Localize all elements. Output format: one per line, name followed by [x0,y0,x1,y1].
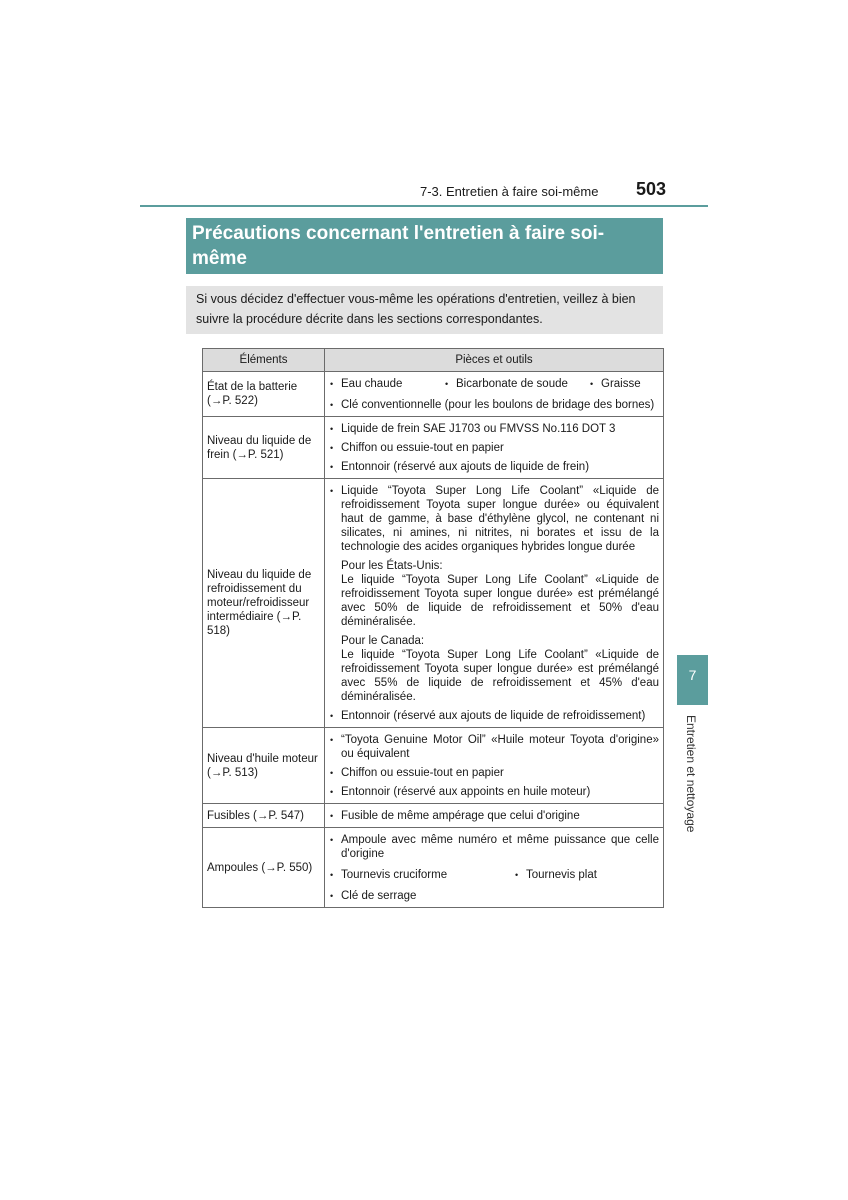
section-title [186,218,663,274]
list-item: • Clé conventionnelle (pour les boulons de bridage des bornes) [329,398,659,412]
section-title-line1: Précautions concernant l'entretien à faire soi- [192,223,605,244]
list-item: • Entonnoir (réservé aux appoints en huile moteur) [329,785,659,799]
sub-note-text: Le liquide “Toyota Super Long Life Coolant” «Liquide de refroidissement Toyota super longue durée» est prémélangé avec 55% de liquide de refroidissement et 45% d'eau déminéralisée. [341,649,659,703]
element-cell: Niveau d'huile moteur (→P. 513) [203,728,325,804]
sub-note-label: Pour les États-Unis: [341,560,443,572]
column-header-elements: Éléments [203,349,325,372]
table-row [203,828,664,908]
page-number: 503 [636,179,667,199]
section-title-line2: même [192,248,247,269]
parts-cell [325,728,664,804]
sub-note-text: Le liquide “Toyota Super Long Life Coolant” «Liquide de refroidissement Toyota super longue durée» est prémélangé avec 50% de liquide de refroidissement et 50% d'eau déminéralisée. [341,574,659,628]
maintenance-items-table [202,348,664,908]
table-header-row [203,349,664,372]
header-divider [140,205,708,207]
table-row [203,479,664,728]
element-cell: État de la batterie (→P. 522) [203,372,325,417]
parts-cell [325,372,664,417]
chapter-tab: 7 [677,655,708,705]
parts-cell [325,828,664,908]
list-item: • Graisse [589,377,641,395]
section-header: 7-3. Entretien à faire soi-même [420,184,599,199]
parts-cell [325,804,664,828]
list-item: • Tournevis plat [514,868,597,886]
table-row [203,417,664,479]
list-item: • Bicarbonate de soude [444,377,589,391]
sub-note-canada [329,634,659,704]
inline-items [329,375,659,396]
list-item: • Fusible de même ampérage que celui d'origine [329,809,659,823]
list-item: • Chiffon ou essuie-tout en papier [329,441,659,455]
list-item: • Tournevis cruciforme [329,868,514,882]
list-item: • Clé de serrage [329,889,659,903]
element-cell: Niveau du liquide de frein (→P. 521) [203,417,325,479]
element-cell: Ampoules (→P. 550) [203,828,325,908]
element-cell: Fusibles (→P. 547) [203,804,325,828]
list-item: • Entonnoir (réservé aux ajouts de liquide de frein) [329,460,659,474]
sub-note-us [329,559,659,629]
list-item: • Entonnoir (réservé aux ajouts de liquide de refroidissement) [329,709,659,723]
sub-note-label: Pour le Canada: [341,635,425,647]
inline-items [329,866,659,887]
list-item: • Liquide “Toyota Super Long Life Coolant” «Liquide de refroidissement Toyota super longue durée» ou équivalent haut de gamme, à base d'éthylène glycol, ne contenant ni silicates, ni amines, ni nitrites, ni borates et issu de la technologie des acides organiques hybrides longue durée [329,484,659,554]
chapter-tab-label: Entretien et nettoyage [684,715,698,833]
list-item: • Chiffon ou essuie-tout en papier [329,766,659,780]
element-cell: Niveau du liquide de refroidissement du moteur/refroidisseur intermédiaire (→P. 518) [203,479,325,728]
list-item: • “Toyota Genuine Motor Oil” «Huile moteur Toyota d'origine» ou équivalent [329,733,659,761]
table-row [203,728,664,804]
parts-cell [325,479,664,728]
list-item: • Liquide de frein SAE J1703 ou FMVSS No.116 DOT 3 [329,422,659,436]
column-header-parts-tools: Pièces et outils [325,349,664,372]
table-row [203,372,664,417]
parts-cell [325,417,664,479]
list-item: • Eau chaude [329,377,444,391]
intro-note: Si vous décidez d'effectuer vous-même les opérations d'entretien, veillez à bien suivre la procédure décrite dans les sections correspondantes. [186,286,663,334]
table-row [203,804,664,828]
list-item: • Ampoule avec même numéro et même puissance que celle d'origine [329,833,659,861]
